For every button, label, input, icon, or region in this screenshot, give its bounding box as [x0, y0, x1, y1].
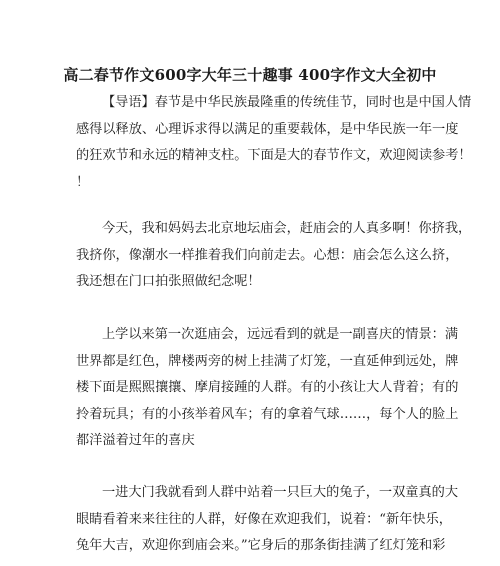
- paragraph-festive-scene: [76, 322, 459, 455]
- paragraph-rabbit: [76, 480, 459, 560]
- paragraph-line: ！: [76, 174, 90, 190]
- article-title: 高二春节作文600字大年三十趣事 400字作文大全初中: [63, 66, 437, 84]
- paragraph-line: 一进大门我就看到人群中站着一只巨大的兔子，一双童真的大: [102, 485, 459, 500]
- paragraph-line: 的狂欢节和永远的精神支柱。下面是大的春节作文，欢迎阅读参考！: [76, 148, 472, 163]
- paragraph-line: 我挤你，像潮水一样推着我们向前走去。心想：庙会怎么这么挤，: [76, 247, 459, 263]
- paragraph-line: 拎着玩具；有的小孩举着风车；有的拿着气球……，每个人的脸上: [76, 406, 459, 422]
- paragraph-line: 上学以来第一次逛庙会，远远看到的就是一副喜庆的情景：满: [102, 327, 459, 342]
- paragraph-line: 【导语】春节是中华民族最隆重的传统佳节，同时也是中国人情: [102, 95, 472, 110]
- paragraph-intro: [76, 90, 472, 196]
- paragraph-line: 感得以释放、心理诉求得以满足的重要载体，是中华民族一年一度: [76, 121, 459, 137]
- paragraph-line: 眼睛看着来来往往的人群，好像在欢迎我们，说着：“新年快乐，: [76, 511, 452, 527]
- paragraph-line: 兔年大吉，欢迎你到庙会来。”它身后的那条街挂满了红灯笼和彩: [76, 538, 446, 553]
- paragraph-line: 我还想在门口拍张照做纪念呢！: [76, 274, 261, 289]
- paragraph-line: 今天，我和妈妈去北京地坛庙会，赶庙会的人真多啊！你挤我，: [102, 221, 472, 236]
- paragraph-temple-fair-crowd: [76, 216, 472, 296]
- paragraph-line: 都洋溢着过年的喜庆: [76, 433, 195, 448]
- paragraph-line: 楼下面是熙熙攘攘、摩肩接踵的人群。有的小孩让大人背着；有的: [76, 380, 459, 395]
- paragraph-line: 世界都是红色，牌楼两旁的树上挂满了灯笼，一直延伸到远处，牌: [76, 353, 459, 369]
